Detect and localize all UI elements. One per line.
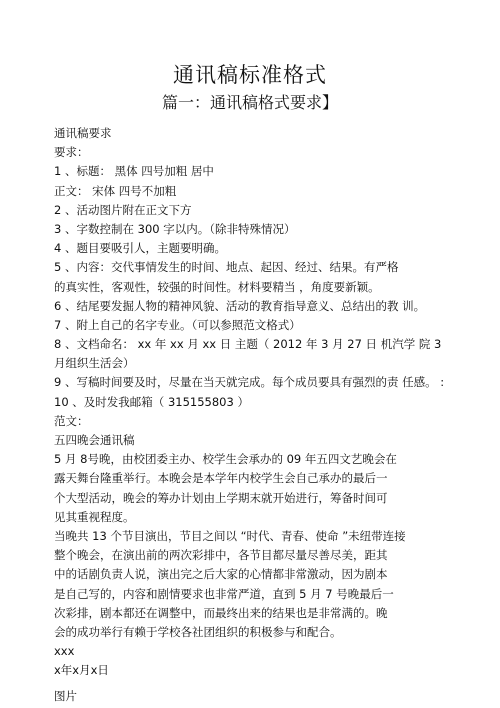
picture-label: 图片 [54, 689, 77, 704]
requirement-item: 月组织生活会） [54, 356, 135, 371]
requirement-item: 1 、标题： 黑体 四号加粗 居中 [54, 164, 214, 179]
requirement-item: 2 、活动图片附在正文下方 [54, 202, 192, 217]
requirement-item: 的真实性，客观性，较强的时间性。材料要精当 ，角度要新颖。 [54, 279, 380, 294]
example-line: 整个晚会，在演出前的两次彩排中，各节目都尽量尽善尽美，距其 [54, 548, 388, 563]
example-line: 当晚共 13 个节目演出，节目之间以 “时代、青春、使命 ”未纽带连接 [54, 528, 406, 543]
example-line: 5 月 8号晚，由校团委主办、校学生会承办的 09 年五四文艺晚会在 [54, 452, 397, 467]
requirement-item: 3 、字数控制在 300 字以内。（除非特殊情况） [54, 221, 296, 236]
document-body [54, 124, 490, 707]
requirement-item: 5 、内容：交代事情发生的时间、地点、起因、经过、结果。有严格 [54, 260, 399, 275]
example-line: 会的成功举行有赖于学校各社团组织的积极参与和配合。 [54, 624, 342, 639]
requirements-label: 要求： [54, 145, 89, 160]
requirement-item: 正文： 宋体 四号不加粗 [54, 183, 177, 198]
spacer [54, 680, 490, 687]
document-subtitle: 篇一：通讯稿格式要求】 [161, 93, 338, 112]
example-title: 五四晚会通讯稿 [54, 433, 135, 447]
example-label: 范文： [54, 413, 89, 428]
document-title: 通讯稿标准格式 [173, 63, 327, 87]
requirement-item: 9 、写稿时间要及时，尽量在当天就完成。每个成员要具有强烈的责 任感。 : [54, 375, 445, 390]
example-line: 中的话剧负责人说，演出完之后大家的心情都非常激动，因为剧本 [54, 567, 388, 582]
example-line: 见其重视程度。 [54, 509, 135, 524]
requirement-item: 10 、及时发我邮箱（ 315155803 ） [54, 394, 249, 409]
example-line: 露天舞台隆重举行。本晚会是本学年内校学生会自己承办的最后一 [54, 471, 388, 486]
requirement-item: 4 、题目要吸引人，主题要明确。 [54, 241, 226, 256]
example-line: 次彩排，剧本都还在调整中，而最终出来的结果也是非常满的。晚 [54, 605, 388, 620]
requirement-item: 7 、附上自己的名字专业。（可以参照范文格式） [54, 317, 301, 332]
example-line: 个大型活动，晚会的筹办计划由上学期末就开始进行，筹备时间可 [54, 490, 388, 505]
requirement-item: 6 、结尾要发掘人物的精神风貌、活动的教育指导意义、总结出的教 训。 [54, 298, 426, 313]
requirement-item: 8 、文档命名： xx 年 xx 月 xx 日 主题（ 2012 年 3 月 27 日 机汽学 院 3 [54, 337, 442, 352]
example-line: 是自己写的，内容和剧情要求也非常严道，直到 5 月 7 号晚最后一 [54, 586, 394, 601]
requirements-heading: 通讯稿要求 [54, 126, 112, 140]
date: x年x月x日 [54, 663, 109, 678]
author: xxx [54, 644, 75, 659]
